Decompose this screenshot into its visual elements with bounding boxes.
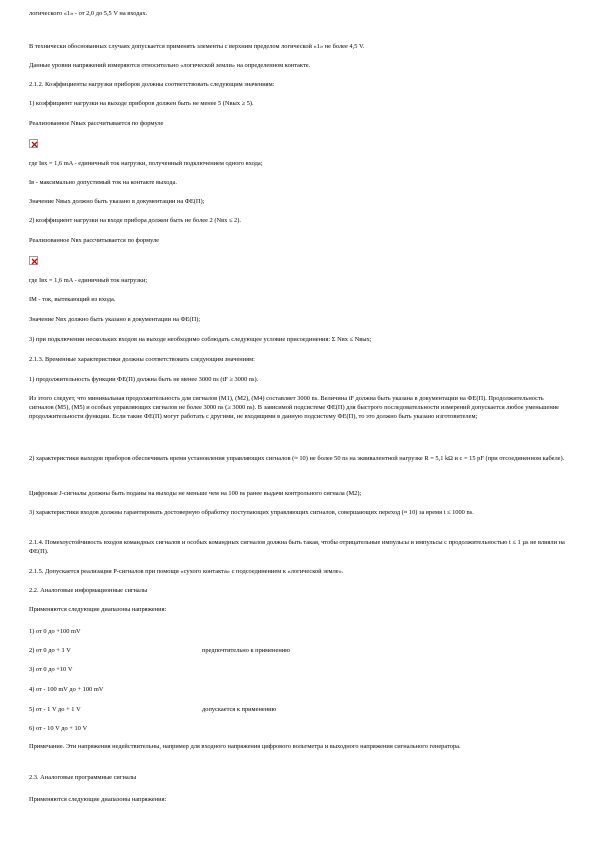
paragraph: Из этого следует, что минимальная продолжительность для сигналов (М1), (М2), (М4) составляет 3000 ns. Величина tF должна быть указана в документации на ФЕ(П). Продолжительность сигналов (М5), (М5) и особых управляющих сигналов не более 3000 ns (≥ 3000 ns). В зависимой подсистеме ФЕ(П) для быстрого последовательности измерений допускается любое уменьшение продолжительности функции. Если такие ФЕ(П) могут работать с другими, не входящими в данную подсистему ФЕ(П), то это должно быть указано изготовителем; xyxy=(29,395,559,420)
paragraph: 2) коэффициент нагрузки на входе прибора должен быть не более 2 (Nвх ≤ 2). xyxy=(29,217,241,224)
list-item: 4) от - 100 mV до + 100 mV xyxy=(29,686,104,693)
list-item xyxy=(29,646,569,655)
broken-image-icon xyxy=(29,256,38,265)
paragraph: Реализованное Nвых рассчитывается по формуле xyxy=(29,120,164,127)
paragraph: Данные уровни напряжений измеряются относительно «логической земли» на определенном контакте. xyxy=(29,62,311,69)
paragraph: Цифровые J-сигналы должны быть поданы на выходы не меньше чем на 100 ns ранее выдачи контрольного сигнала (М2); xyxy=(29,490,362,497)
list-item-label: 5) от - 1 V до + 1 V xyxy=(29,706,81,713)
list-item: 6) от - 10 V до + 10 V xyxy=(29,725,88,732)
paragraph: 3) характеристики входов должны гарантировать достоверную обработку поступающих управляющих сигналов, совершающих переход (≈ 10) за время t ≤ 1000 ns. xyxy=(29,509,474,516)
note-paragraph: Примечание. Эти напряжения недействительны, например для входного напряжения цифрового вольтметра и выходного напряжения сигнального генератора. xyxy=(29,743,461,750)
broken-image-icon xyxy=(29,139,38,148)
paragraph: Применяются следующие диапазоны напряжения: xyxy=(29,796,167,803)
paragraph: 3) при подключении нескольких входов на выходе необходимо соблюдать следующее условие присоединения: Σ Nвх ≤ Nвых; xyxy=(29,336,372,343)
paragraph: 2.1.5. Допускается реализация Р-сигналов при помощи «сухого контакта» с подсоединением к «логической земле». xyxy=(29,568,344,575)
paragraph: 2.1.4. Помехоустойчивость входов командных сигналов и особых командных сигналов должна быть такая, чтобы отрицательные импульсы и импульсы с продолжительностью t ≤ 1 µs не влияли на ФЕ(П). xyxy=(29,539,565,555)
paragraph: Применяются следующие диапазоны напряжения: xyxy=(29,606,167,613)
section-heading: 2.2. Аналоговые информационные сигналы xyxy=(29,587,148,594)
paragraph: Значение Nвых должно быть указано в документации на ФЕ(П); xyxy=(29,198,205,205)
list-item xyxy=(29,705,569,714)
section-heading: 2.1.2. Коэффициенты нагрузки приборов должны соответствовать следующим значениям: xyxy=(29,81,275,88)
paragraph: Iв - максимально допустимый ток на контакте выхода. xyxy=(29,179,177,186)
paragraph: IМ - ток, вытекающий из входа. xyxy=(29,296,116,303)
paragraph: Значение Nвх должно быть указано в документации на ФЕ(П); xyxy=(29,316,201,323)
paragraph: где Iвх = 1,6 mA - единичный ток нагрузки, полученный подключением одного входа; xyxy=(29,160,263,167)
list-item-label: 2) от 0 до + 1 V xyxy=(29,647,71,654)
paragraph: где Iвх = 1,6 mA - единичный ток нагрузки; xyxy=(29,277,148,284)
paragraph: логического «1» - от 2,0 до 5,5 V на входах. xyxy=(29,10,148,17)
paragraph: 1) коэффициент нагрузки на выходе приборов должен быть не менее 5 (Nвых ≥ 5). xyxy=(29,100,254,107)
paragraph: 2) характеристики выходов приборов обеспечивать время установления управляющих сигналов (≈ 10) не более 50 ns на эквивалентной нагрузке R = 5,1 kΩ и c = 15 pF (при отсоединенном кабеле). xyxy=(29,455,565,462)
list-item: 1) от 0 до +100 mV xyxy=(29,628,81,635)
section-heading: 2.1.3. Временные характеристики должны соответствовать следующим значениям: xyxy=(29,356,255,363)
paragraph: 1) продолжительность функции ФЕ(П) должна быть не менее 3000 ns (tF ≥ 3000 ns). xyxy=(29,376,259,383)
list-item-note: предпочтительно к применению xyxy=(202,647,290,654)
paragraph: Реализованное Nвх рассчитывается по формуле xyxy=(29,237,160,244)
paragraph: В технически обоснованных случаях допускается применять элементы с верхним пределом логической «1» не более 4,5 V. xyxy=(29,43,365,50)
list-item-note: допускается к применению xyxy=(202,706,277,713)
section-heading: 2.3. Аналоговые программные сигналы xyxy=(29,774,137,781)
list-item: 3) от 0 до +10 V xyxy=(29,666,73,673)
